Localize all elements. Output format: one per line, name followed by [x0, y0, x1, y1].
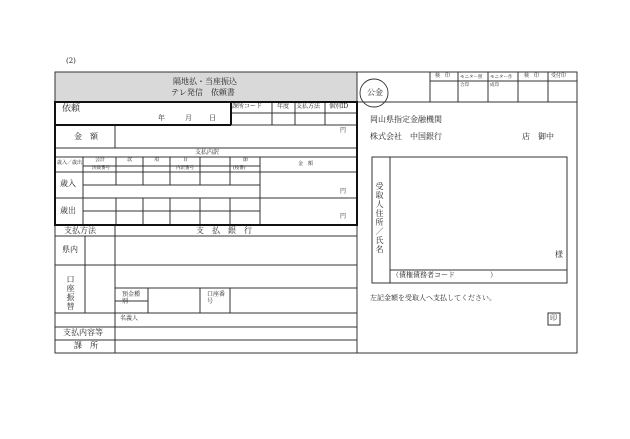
sama-label: 様	[555, 250, 563, 259]
breakdown-header-moku: 目	[183, 157, 189, 163]
creditor-code: （債権債務者コード ）	[392, 271, 497, 279]
stamp-col-monitor-verify: モニター照合印	[460, 75, 483, 89]
header-col-fiscal-year: 年度	[277, 103, 290, 110]
account-no-label: 口座番号	[207, 291, 226, 306]
stamp-col-monitor-create: モニター作成印	[490, 75, 513, 89]
stamp-col-kenin-2: 検 印	[524, 73, 540, 79]
payment-content-label: 支払内容等	[63, 328, 103, 337]
expenditure-yen: 円	[340, 213, 347, 220]
public-money-label: 公金	[367, 88, 383, 97]
form-title-line2: テレ発信 依頼書	[171, 88, 235, 97]
payment-method-label: 支払方法	[64, 226, 96, 235]
breakdown-header-amount: 金 額	[298, 161, 314, 167]
branch-suffix: 店 御中	[522, 132, 554, 141]
section-label: 課 所	[74, 341, 98, 350]
recipient-label: 受取人住所／氏名	[375, 182, 384, 254]
account-name-label: 名義人	[120, 315, 139, 322]
date-year: 年	[158, 114, 165, 122]
breakdown-header-type: 歳入／歳出	[57, 160, 83, 166]
paying-bank-label: 支 払 銀 行	[196, 226, 252, 235]
designated-bank: 岡山県指定金融機関	[370, 115, 442, 124]
amount-yen: 円	[340, 127, 347, 134]
irai-label: 依頼	[62, 104, 81, 114]
breakdown-title: 支払内訳	[195, 149, 220, 156]
revenue-label: 歳入	[60, 179, 76, 188]
breakdown-header-kou: 項	[154, 157, 160, 163]
deposit-type-label: 預金種別	[122, 291, 141, 306]
form-title-line1: 隔地払・当座振込	[173, 77, 237, 86]
breakdown-header-setsu: 節	[243, 157, 249, 163]
stamp-col-receipt: 受付印	[551, 73, 567, 79]
header-col-individual-id: 個別ID	[329, 103, 349, 110]
date-month: 月	[185, 114, 192, 122]
breakdown-header-account: 会計	[95, 157, 106, 163]
kennai-label: 県内	[62, 245, 78, 254]
date-day: 日	[209, 114, 216, 122]
breakdown-sub-other: (枝番)	[233, 166, 246, 171]
stamp-col-kenin-1: 検 印	[435, 73, 451, 79]
breakdown-header-kan: 款	[127, 157, 133, 163]
header-col-section-code: 課所コード	[232, 103, 263, 110]
breakdown-sub-ledger: 決裁番号	[92, 166, 110, 171]
expenditure-label: 歳出	[60, 206, 76, 215]
amount-label: 金 額	[74, 132, 98, 141]
bank-name: 株式会社 中国銀行	[370, 132, 442, 141]
header-col-payment-method: 支払方法	[296, 103, 321, 110]
instruction-text: 左記金額を受取人へ支払してください。	[370, 294, 496, 302]
koza-furikae-label: 口座振替	[66, 275, 75, 311]
revenue-yen: 円	[340, 188, 347, 195]
breakdown-sub-payment-no: 内訳番号	[176, 166, 194, 171]
page-label: (2)	[66, 57, 76, 65]
seal-label: 印	[550, 314, 557, 322]
